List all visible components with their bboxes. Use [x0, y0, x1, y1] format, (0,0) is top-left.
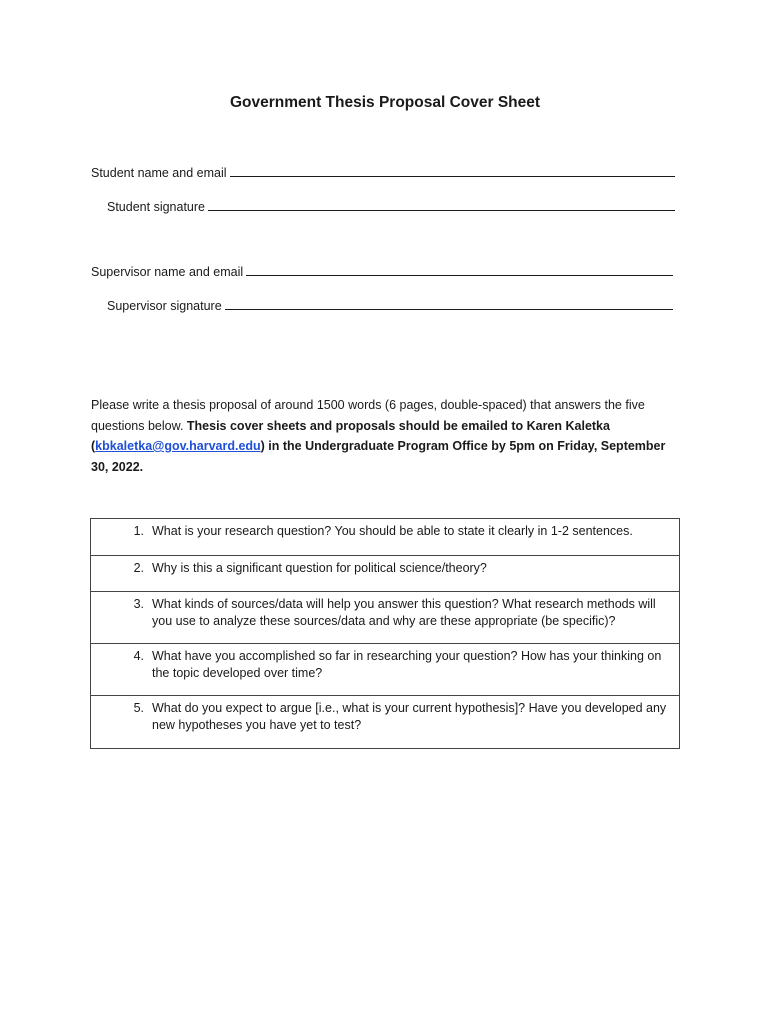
question-item: [91, 523, 671, 540]
question-row: [91, 519, 680, 556]
question-cell: [91, 644, 680, 696]
student-name-email-label: Student name and email: [91, 166, 227, 180]
question-item: [91, 560, 671, 577]
question-cell: [91, 556, 680, 592]
question-cell: [91, 592, 680, 644]
question-row: [91, 696, 680, 749]
student-signature-label: Student signature: [107, 200, 205, 214]
question-text: Why is this a significant question for political science/theory?: [152, 561, 487, 575]
supervisor-name-email-line[interactable]: [246, 264, 673, 276]
question-row: [91, 556, 680, 592]
question-number: 5.: [133, 701, 144, 715]
question-number: 3.: [133, 597, 144, 611]
question-cell: [91, 519, 680, 556]
questions-table: [90, 518, 680, 749]
student-name-email-line[interactable]: [230, 165, 675, 177]
instructions-deadline-text: ) in the Undergraduate Program Office by 5pm on Friday, September 30, 2022.: [91, 439, 666, 474]
question-item: [91, 648, 671, 682]
instructions-bold-text: Thesis cover sheets and proposals should be emailed to Karen Kaletka (: [91, 418, 610, 453]
question-number: 1.: [133, 524, 144, 538]
supervisor-name-email-label: Supervisor name and email: [91, 265, 244, 279]
supervisor-name-email-field[interactable]: [91, 264, 673, 279]
question-item: [91, 596, 671, 630]
question-text: What have you accomplished so far in researching your question? How has your thinking on the topic developed over time?: [152, 649, 662, 680]
question-item: [91, 700, 671, 734]
question-row: [91, 592, 680, 644]
question-row: [91, 644, 680, 696]
question-text: What kinds of sources/data will help you answer this question? What research methods will you use to analyze these sources/data and why are these appropriate (be specific)?: [152, 597, 656, 628]
instructions-paragraph: [91, 395, 681, 477]
supervisor-signature-label: Supervisor signature: [107, 299, 222, 313]
student-signature-line[interactable]: [208, 199, 675, 211]
question-number: 4.: [133, 649, 144, 663]
instructions-text: Please write a thesis proposal of around 1500 words (6 pages, double-spaced) that answers the five questions below.: [91, 398, 645, 433]
question-text: What do you expect to argue [i.e., what is your current hypothesis]? Have you developed any new hypotheses you have yet to test?: [152, 701, 667, 732]
email-link[interactable]: kbkaletka@gov.harvard.edu: [95, 439, 261, 453]
student-signature-field[interactable]: [107, 199, 675, 214]
question-text: What is your research question? You should be able to state it clearly in 1-2 sentences.: [152, 524, 633, 538]
student-name-email-field[interactable]: [91, 165, 675, 180]
supervisor-signature-line[interactable]: [225, 298, 673, 310]
supervisor-signature-field[interactable]: [107, 298, 673, 313]
question-number: 2.: [133, 561, 144, 575]
page-title: Government Thesis Proposal Cover Sheet: [229, 94, 541, 111]
question-cell: [91, 696, 680, 749]
